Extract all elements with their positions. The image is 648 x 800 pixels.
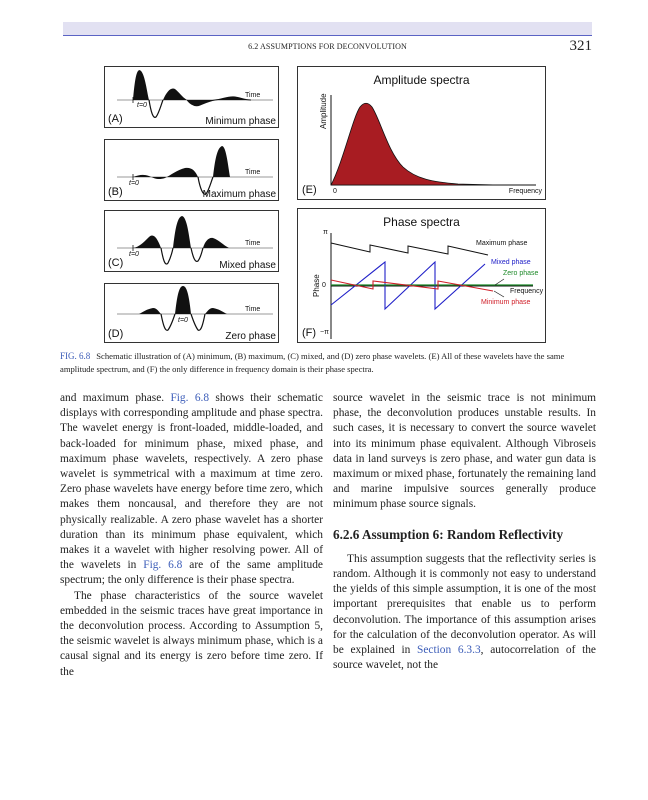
text: , autocorrelation of the source wavelet, not the <box>333 644 596 672</box>
t0-label: t=0 <box>137 102 147 109</box>
left-paragraph-1 <box>60 391 323 589</box>
time-axis-label: Time <box>245 169 261 176</box>
text: shows their schematic displays with corresponding amplitude and phase spectra. The wavelet energy is front-loaded, middle-loaded, and back-loaded for minimum phase, mixed phase, and maximum phase wavelets, respectively. A zero phase wavelet is symmetrical with a maximum at time zero. Zero phase wavelets have energy before time zero, which makes them noncausal, and therefore they are not physically realizable. A zero phase wavelet has a shorter duration than its minimum phase equivalent, which makes it a wavelet with higher resolving power. All of the wavelets in <box>60 392 323 572</box>
right-paragraph-1: source wavelet in the seismic trace is not minimum phase, the deconvolution produces unstable results. In such cases, it is necessary to convert the source wavelet into its minimum phase equivalent. Although Vibroseis data in land surveys is zero phase, and water gun data is maximum or mixed phase, fortunately the remaining land and marine impulsive sources generally produce minimum phase source signals. <box>333 392 596 511</box>
fig-link[interactable]: Fig. 6.8 <box>170 392 210 404</box>
caption-text: Schematic illustration of (A) minimum, (B) maximum, (C) mixed, and (D) zero phase wavelets. (E) All of these wavelets have the same amplitude spectrum, and (F) the only difference in frequency domain is their phase spectra. <box>60 351 565 374</box>
running-head <box>63 40 592 56</box>
legend-maximum-phase: Maximum phase <box>476 240 528 247</box>
legend-minimum-phase: Minimum phase <box>481 299 531 306</box>
top-banner <box>63 22 592 36</box>
panel-d-zero-phase <box>104 283 279 343</box>
panel-b-maximum-phase <box>104 139 279 201</box>
right-paragraph-2 <box>333 552 596 674</box>
origin-label: 0 <box>333 188 337 195</box>
panel-a-minimum-phase <box>104 66 279 128</box>
panel-label: (C) <box>108 257 124 269</box>
time-axis-label: Time <box>245 240 261 247</box>
left-column <box>60 391 323 680</box>
panel-label: (A) <box>108 113 123 125</box>
amplitude-spectrum-plot <box>298 67 547 201</box>
zero-tick-label: 0 <box>322 282 326 289</box>
time-axis-label: Time <box>245 92 261 99</box>
neg-pi-tick-label: −π <box>320 329 329 336</box>
t0-label: t=0 <box>178 317 188 324</box>
panel-e-amplitude-spectra <box>297 66 546 200</box>
left-paragraph-2: The phase characteristics of the source wavelet embedded in the seismic traces have great importance in the deconvolution process. According to Assumption 5, the seismic wavelet is always minimum phase, which is a causal signal and its energy is zero before time zero. If the <box>60 589 323 678</box>
amplitude-chart-title: Amplitude spectra <box>373 73 470 87</box>
text: and maximum phase. <box>60 392 171 404</box>
running-title: 6.2 ASSUMPTIONS FOR DECONVOLUTION <box>248 42 407 51</box>
phase-chart-title: Phase spectra <box>383 215 460 229</box>
panel-label: (E) <box>302 184 317 196</box>
panel-name: Mixed phase <box>219 260 276 271</box>
figure-caption <box>60 350 595 375</box>
t0-label: t=0 <box>129 180 139 187</box>
frequency-axis-label: Frequency <box>508 188 542 195</box>
pi-tick-label: π <box>323 229 328 236</box>
legend-mixed-phase: Mixed phase <box>491 259 531 266</box>
panel-name: Maximum phase <box>202 189 276 200</box>
panel-f-phase-spectra <box>297 208 546 343</box>
fig-link[interactable]: Fig. 6.8 <box>143 559 183 572</box>
page-number: 321 <box>569 38 592 54</box>
t0-label: t=0 <box>129 251 139 258</box>
phase-axis-label: Phase <box>312 274 321 297</box>
panel-label: (D) <box>108 328 124 340</box>
section-heading: 6.2.6 Assumption 6: Random Reflectivity <box>333 526 564 542</box>
amplitude-axis-label: Amplitude <box>319 93 328 129</box>
figure-number: FIG. 6.8 <box>60 351 91 361</box>
legend-zero-phase: Zero phase <box>503 270 539 277</box>
right-column <box>333 391 596 673</box>
section-link[interactable]: Section 6.3.3 <box>417 644 481 657</box>
panel-name: Zero phase <box>225 331 276 342</box>
panel-label: (F) <box>302 327 317 339</box>
panel-c-mixed-phase <box>104 210 279 272</box>
time-axis-label: Time <box>245 306 261 313</box>
panel-label: (B) <box>108 186 123 198</box>
panel-name: Minimum phase <box>205 116 276 127</box>
text: are of the same amplitude spectrum; the only difference is their phase spectra. <box>60 559 323 587</box>
frequency-axis-label: Frequency <box>510 288 544 295</box>
text: This assumption suggests that the reflectivity series is random. Although it is commonly not easy to understand the yields of this simple assumption, it is one of the most important prerequisites that enable us to perform deconvolution. The importance of this assumption arises for the calculation of the deconvolution operator. As will be explained in <box>333 552 596 657</box>
